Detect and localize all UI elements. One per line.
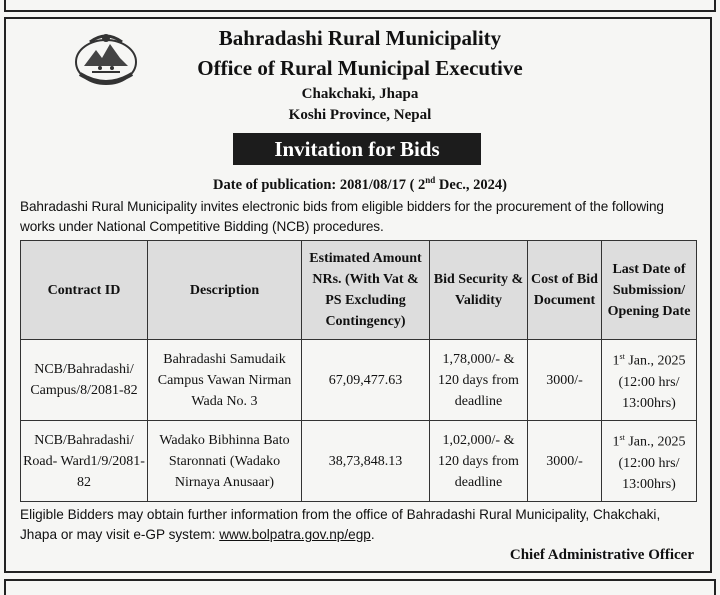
intro-paragraph: Bahradashi Rural Municipality invites electronic bids from eligible bidders for the procurement of the following works under National Competitive Bidding (NCB) procedures. [20, 199, 664, 234]
office-location: Chakchaki, Jhapa [301, 86, 419, 102]
footer-note: Eligible Bidders may obtain further information from the office of Bahradashi Rural Municipality, Chakchaki, Jhapa or may visit e-GP system: www.bolpatra.gov.np/egp. [20, 507, 661, 542]
office-name: Office of Rural Municipal Executive [197, 56, 523, 80]
header-last-date: Last Date of Submission/ Opening Date [602, 241, 697, 340]
header-estimated-amount: Estimated Amount NRs. (With Vat & PS Excluding Contingency) [302, 241, 430, 340]
estimated-amount-cell: 67,09,477.63 [302, 340, 430, 421]
header-cost-of-bid: Cost of Bid Document [528, 241, 602, 340]
bid-security-cell: 1,02,000/- & 120 days from deadline [430, 421, 528, 502]
province-country: Koshi Province, Nepal [288, 107, 432, 123]
table-row [21, 421, 697, 502]
notice-title: Invitation for Bids [233, 133, 481, 165]
previous-notice-border [4, 0, 716, 12]
cost-of-bid-cell: 3000/- [528, 421, 602, 502]
table-row [21, 340, 697, 421]
egp-link[interactable]: www.bolpatra.gov.np/egp [219, 527, 371, 542]
description-cell: Wadako Bibhinna Bato Staronnati (Wadako Nirnaya Anusaar) [148, 421, 302, 502]
contract-id-cell: NCB/Bahradashi/ Campus/8/2081-82 [21, 340, 148, 421]
bid-security-cell: 1,78,000/- & 120 days from deadline [430, 340, 528, 421]
municipality-name: Bahradashi Rural Municipality [218, 26, 502, 50]
table-header-row [21, 241, 697, 340]
last-date-cell: 1st Jan., 2025 (12:00 hrs/ 13:00hrs) [602, 340, 697, 421]
next-notice-border [4, 579, 716, 595]
cost-of-bid-cell: 3000/- [528, 340, 602, 421]
contract-id-cell: NCB/Bahradashi/ Road- Ward1/9/2081-82 [21, 421, 148, 502]
publication-date: Date of publication: 2081/08/17 ( 2nd Dec., 2024) [213, 175, 507, 193]
header-contract-id: Contract ID [21, 241, 148, 340]
description-cell: Bahradashi Samudaik Campus Vawan Nirman Wada No. 3 [148, 340, 302, 421]
signature: Chief Administrative Officer [509, 547, 694, 563]
last-date-cell: 1st Jan., 2025 (12:00 hrs/ 13:00hrs) [602, 421, 697, 502]
header-description: Description [148, 241, 302, 340]
bids-table [20, 240, 697, 502]
header-bid-security: Bid Security & Validity [430, 241, 528, 340]
estimated-amount-cell: 38,73,848.13 [302, 421, 430, 502]
